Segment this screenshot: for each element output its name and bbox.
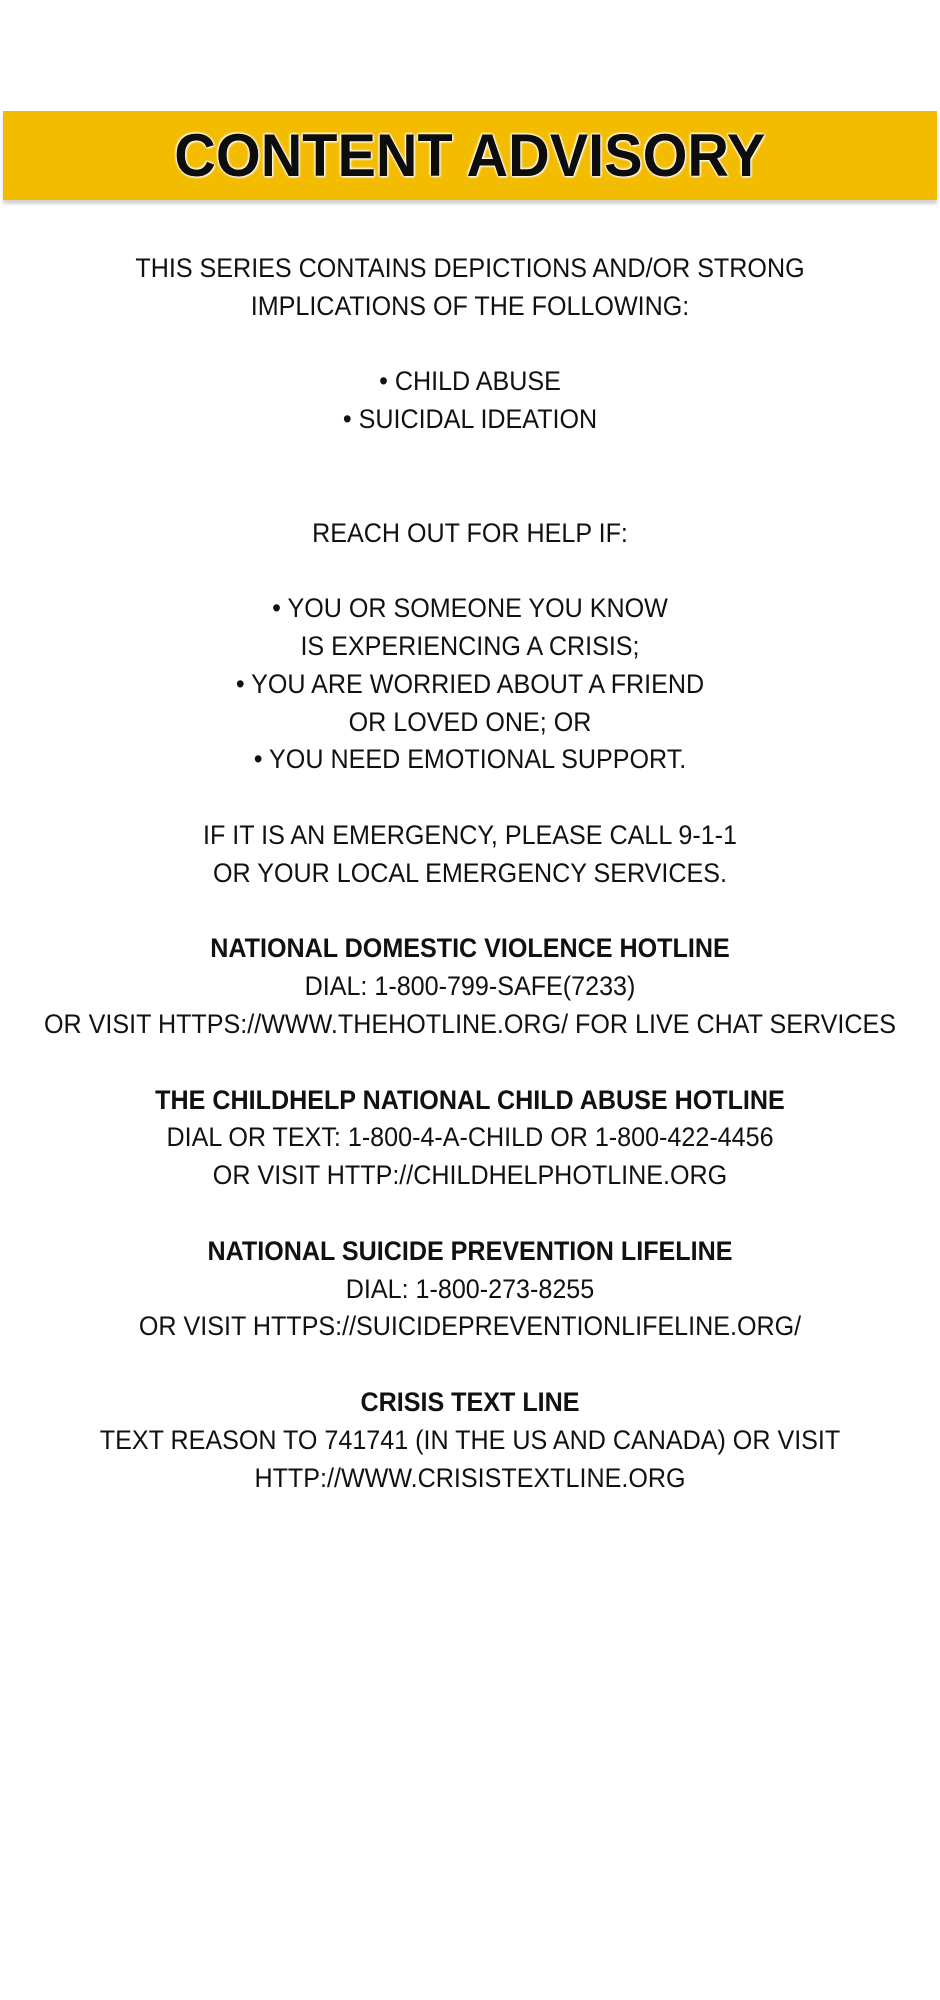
hotline-detail: OR VISIT HTTP://CHILDHELPHOTLINE.ORG [212,1160,728,1191]
content-advisory-banner [3,111,937,200]
intro-line: IMPLICATIONS OF THE FOLLOWING: [250,290,690,321]
hotline-detail: DIAL OR TEXT: 1-800-4-A-CHILD OR 1-800-422-4456 [166,1122,774,1153]
banner-title: CONTENT ADVISORY [174,122,766,189]
reach-out-heading: REACH OUT FOR HELP IF: [312,517,628,548]
intro-line: THIS SERIES CONTAINS DEPICTIONS AND/OR STRONG [135,253,805,283]
topic-item: • CHILD ABUSE [379,366,561,397]
hotline-detail: OR VISIT HTTPS://WWW.THEHOTLINE.ORG/ FOR LIVE CHAT SERVICES [44,1008,896,1039]
reach-out-line: • YOU NEED EMOTIONAL SUPPORT. [253,744,687,775]
emergency-line: IF IT IS AN EMERGENCY, PLEASE CALL 9-1-1 [202,819,738,850]
hotline-detail: OR VISIT HTTPS://SUICIDEPREVENTIONLIFELINE.ORG/ [138,1311,802,1342]
reach-out-line: • YOU OR SOMEONE YOU KNOW [272,593,668,624]
advisory-content [33,250,907,1497]
hotline-name: THE CHILDHELP NATIONAL CHILD ABUSE HOTLINE [155,1084,785,1115]
reach-out-line: • YOU ARE WORRIED ABOUT A FRIEND [235,668,705,699]
hotline-name: NATIONAL SUICIDE PREVENTION LIFELINE [207,1235,733,1266]
reach-out-line: OR LOVED ONE; OR [348,706,592,737]
hotline-name: NATIONAL DOMESTIC VIOLENCE HOTLINE [210,933,730,964]
hotline-detail: DIAL: 1-800-273-8255 [345,1273,595,1304]
hotline-detail: DIAL: 1-800-799-SAFE(7233) [304,971,636,1002]
hotline-name: CRISIS TEXT LINE [360,1386,580,1417]
topic-item: • SUICIDAL IDEATION [342,404,598,435]
hotline-detail: TEXT REASON TO 741741 (IN THE US AND CANADA) OR VISIT [99,1424,841,1455]
hotline-detail: HTTP://WWW.CRISISTEXTLINE.ORG [254,1462,686,1493]
emergency-line: OR YOUR LOCAL EMERGENCY SERVICES. [213,857,727,888]
reach-out-line: IS EXPERIENCING A CRISIS; [300,630,640,661]
